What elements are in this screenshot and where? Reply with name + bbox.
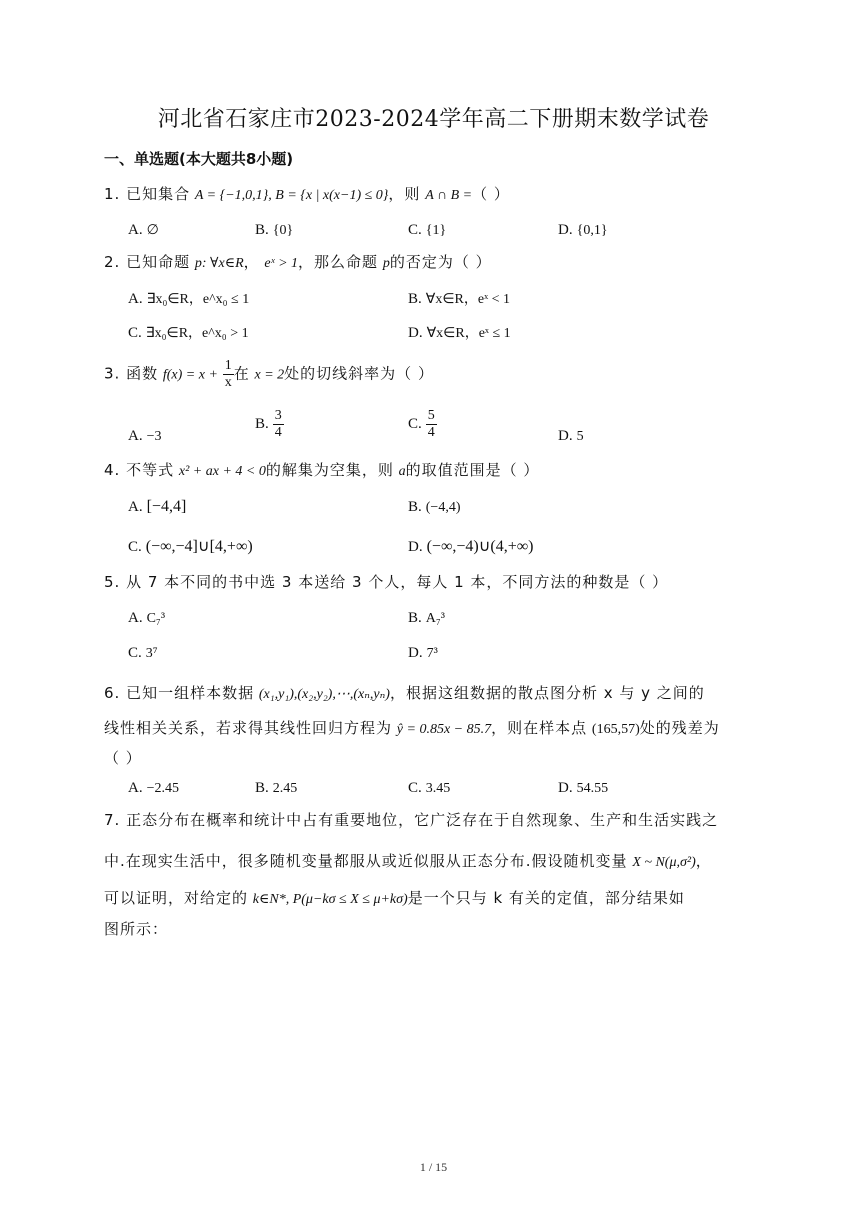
question-5: 5. 从 7 本不同的书中选 3 本送给 3 个人，每人 1 本，不同方法的种数是（ ） bbox=[104, 573, 669, 591]
page-number: 1 / 15 bbox=[419, 1160, 448, 1174]
option-a[interactable]: A. −3 bbox=[128, 428, 162, 444]
question-3: 3. 函数 f(x) = x + $\frac{1}{x}$ 在 x = 2处的切线斜率为（ ） bbox=[104, 358, 434, 390]
option-b[interactable]: B. ∀x∈R，eˣ < 1 bbox=[408, 291, 511, 307]
option-c[interactable]: C. 3.45 bbox=[408, 780, 451, 796]
option-d[interactable]: D. ∀x∈R，eˣ ≤ 1 bbox=[408, 325, 511, 341]
section-heading: 一、单选题(本大题共8小题) bbox=[104, 150, 294, 168]
option-b[interactable]: B. (−4,4) bbox=[408, 499, 461, 515]
question-1: 1. 已知集合 A = {−1,0,1}, B = {x | x(x−1) ≤ 0}，则 A ∩ B =（ ） bbox=[104, 185, 510, 203]
option-c[interactable]: C. {1} bbox=[408, 222, 447, 238]
question-7-line-3: 可以证明，对给定的 k∈N*, P(μ−kσ ≤ X ≤ μ+kσ)是一个只与 k 有关的定值，部分结果如 bbox=[104, 889, 685, 907]
question-7-line-2: 中.在现实生活中，很多随机变量都服从或近似服从正态分布.假设随机变量 X ~ N(μ,σ²)， bbox=[104, 852, 712, 870]
option-a[interactable]: A. [−4,4] bbox=[128, 498, 187, 515]
option-b[interactable]: B. {0} bbox=[255, 222, 294, 238]
option-b[interactable]: B. 2.45 bbox=[255, 780, 298, 796]
option-c[interactable]: C. $\frac{5}{4}$ bbox=[408, 408, 435, 440]
fraction: $\frac{1}{x}$ bbox=[224, 358, 232, 390]
option-b[interactable]: B. $\frac{3}{4}$ bbox=[255, 408, 282, 440]
option-c[interactable]: C. (−∞,−4]∪[4,+∞) bbox=[128, 538, 253, 555]
option-a[interactable]: A. ∃x₀∈R，e^x₀ ≤ 1 bbox=[128, 291, 250, 307]
option-a[interactable]: A. C₇³ bbox=[128, 610, 166, 626]
option-c[interactable]: C. 3⁷ bbox=[128, 645, 158, 661]
question-7-line-4: 图所示： bbox=[104, 920, 169, 938]
question-6-line-2: 线性相关关系，若求得其线性回归方程为 ŷ = 0.85x − 85.7，则在样本点 (165,57)处的残差为 bbox=[104, 719, 720, 737]
option-a[interactable]: A. −2.45 bbox=[128, 780, 179, 796]
question-4: 4. 不等式 x² + ax + 4 < 0的解集为空集，则 a的取值范围是（ ） bbox=[104, 461, 540, 479]
option-d[interactable]: D. 54.55 bbox=[558, 780, 609, 796]
option-a[interactable]: A. ∅ bbox=[128, 222, 159, 238]
question-2: 2. 已知命题 p: ∀x∈R， eˣ > 1，那么命题 p的否定为（ ） bbox=[104, 253, 492, 271]
question-6-blank: （ ） bbox=[104, 749, 142, 767]
option-d[interactable]: D. (−∞,−4)∪(4,+∞) bbox=[408, 538, 534, 555]
option-d[interactable]: D. {0,1} bbox=[558, 222, 608, 238]
page-title: 河北省石家庄市2023-2024学年高二下册期末数学试卷 bbox=[157, 107, 710, 132]
option-d[interactable]: D. 5 bbox=[558, 428, 584, 444]
question-7: 7. 正态分布在概率和统计中占有重要地位，它广泛存在于自然现象、生产和生活实践之 bbox=[104, 811, 719, 829]
option-d[interactable]: D. 7³ bbox=[408, 645, 438, 661]
question-6: 6. 已知一组样本数据 (x₁,y₁),(x₂,y₂),⋯,(xₙ,yₙ)，根据这组数据的散点图分析 x 与 y 之间的 bbox=[104, 684, 705, 702]
option-b[interactable]: B. A₇³ bbox=[408, 610, 445, 626]
option-c[interactable]: C. ∃x₀∈R，e^x₀ > 1 bbox=[128, 325, 249, 341]
